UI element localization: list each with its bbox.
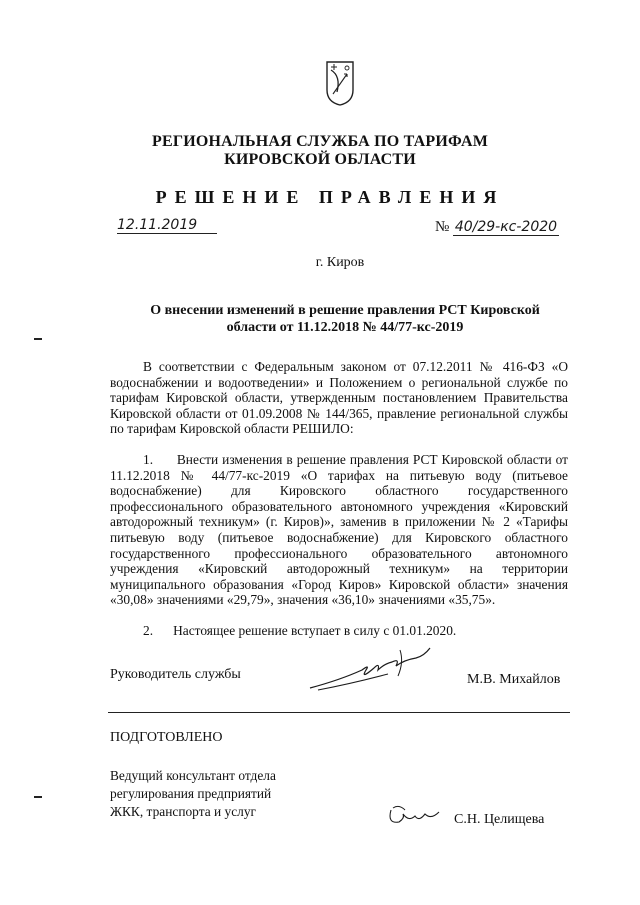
scan-mark xyxy=(34,796,42,798)
document-number xyxy=(435,219,559,236)
paragraph-item-2: 2. Настоящее решение вступает в силу с 01.01.2020. xyxy=(143,623,457,638)
subject-line1: О внесении изменений в решение правления РСТ Кировской xyxy=(150,303,540,318)
preparer-role-line3: ЖКК, транспорта и услуг xyxy=(110,804,257,819)
signature-image xyxy=(300,640,440,700)
subject-line2: области от 11.12.2018 № 44/77-кс-2019 xyxy=(226,320,464,335)
coat-of-arms-icon xyxy=(325,60,355,106)
paragraph-item-1: 1. Внести изменения в решение правления РСТ Кировской области от 11.12.2018 № 44/77-кс-2019 «О тарифах на питьевую воду (питьевое водоснабжение) для Кировского областного государственного профессионального образовательного автономного учреждения «Кировский автодорожный техникум» (г. Киров)», заменив в приложении № 2 «Тарифы питьевую воду (питьевое водоснабжение) для Кировского областного государственного профессионального образовательного автономного учреждения «Кировский автодорожный техникум» на территории муниципального образования «Город Киров» Кировской области» значения «30,08» значениями «29,79», значения «36,10» значениями «35,75». xyxy=(110,452,568,608)
org-name-line1: РЕГИОНАЛЬНАЯ СЛУЖБА ПО ТАРИФАМ xyxy=(151,133,489,150)
prepared-label: ПОДГОТОВЛЕНО xyxy=(110,730,223,745)
preparer-name: С.Н. Целищева xyxy=(454,812,545,827)
city: г. Киров xyxy=(315,255,365,270)
document-date: 12.11.2019 xyxy=(117,217,217,234)
paragraph-preamble: В соответствии с Федеральным законом от 07.12.2011 № 416-ФЗ «О водоснабжении и водоотведении» и Положением о региональной службе по тарифам Кировской области, утвержденным постановлением Правительства Кировской области от 01.09.2008 № 144/365, правление региональной службы по тарифам Кировской области РЕШИЛО: xyxy=(110,359,568,437)
signer-name: М.В. Михайлов xyxy=(467,672,561,687)
org-name-line2: КИРОВСКОЙ ОБЛАСТИ xyxy=(224,151,416,168)
preparer-role-line1: Ведущий консультант отдела xyxy=(110,768,276,783)
scan-mark xyxy=(34,338,42,340)
preparer-signature-image xyxy=(385,800,445,830)
signer-role: Руководитель службы xyxy=(110,667,241,682)
number-value: 40/29-кс-2020 xyxy=(454,219,558,235)
document-type: РЕШЕНИЕ ПРАВЛЕНИЯ xyxy=(155,187,505,207)
number-sign: № xyxy=(435,219,450,235)
divider xyxy=(108,712,570,713)
preparer-role-line2: регулирования предприятий xyxy=(110,786,272,801)
